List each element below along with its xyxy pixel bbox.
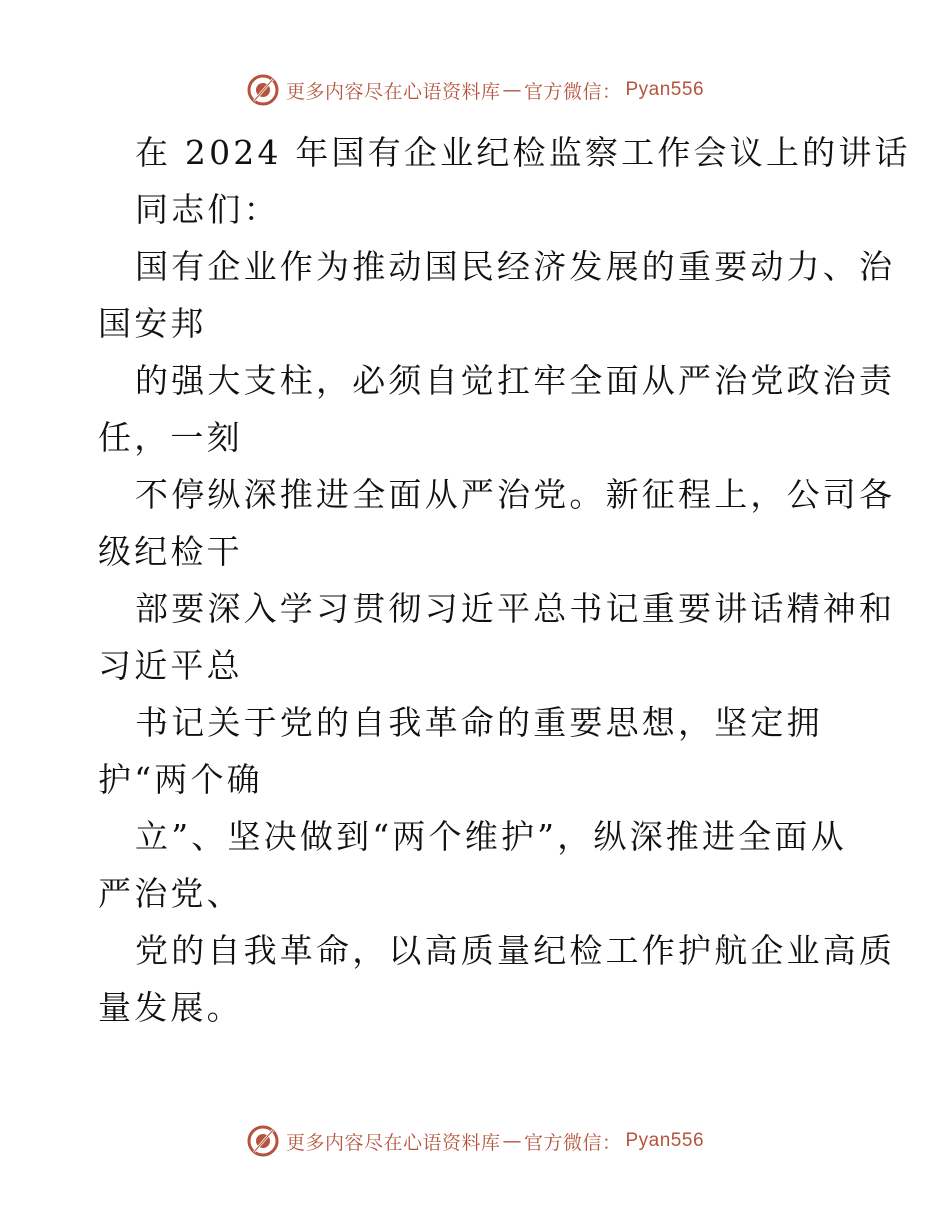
paragraph-line: 护“两个确 bbox=[98, 760, 263, 799]
banner-wechat-id: Pyan556 bbox=[625, 79, 705, 100]
paragraph-line: 国有企业作为推动国民经济发展的重要动力、治 bbox=[135, 247, 896, 286]
salutation: 同志们： bbox=[135, 190, 280, 229]
banner-wechat-label: 官方微信： bbox=[523, 80, 622, 103]
paragraph-line: 书记关于党的自我革命的重要思想，坚定拥 bbox=[135, 703, 823, 742]
paragraph-line: 国安邦 bbox=[98, 304, 207, 343]
paragraph-line: 级纪检干 bbox=[98, 532, 243, 571]
paragraph-line: 习近平总 bbox=[98, 646, 243, 685]
banner-wechat-id: Pyan556 bbox=[625, 1130, 705, 1151]
paragraph-line: 立”、坚决做到“两个维护”，纵深推进全面从 bbox=[135, 817, 847, 856]
header-banner bbox=[0, 70, 950, 110]
paragraph-line: 党的自我革命，以高质量纪检工作护航企业高质 bbox=[135, 931, 896, 970]
paragraph-line: 任，一刻 bbox=[98, 418, 243, 457]
paragraph-line: 不停纵深推进全面从严治党。新征程上，公司各 bbox=[135, 475, 896, 514]
paragraph-line: 严治党、 bbox=[98, 874, 243, 913]
footer-banner bbox=[0, 1121, 950, 1161]
quill-logo-icon bbox=[246, 1124, 280, 1158]
document-title: 在 2024 年国有企业纪检监察工作会议上的讲话 bbox=[135, 133, 911, 172]
paragraph-line: 部要深入学习贯彻习近平总书记重要讲话精神和 bbox=[135, 589, 896, 628]
banner-wechat-label: 官方微信： bbox=[523, 1131, 622, 1154]
banner-dash: — bbox=[502, 79, 522, 101]
paragraph-line: 的强大支柱，必须自觉扛牢全面从严治党政治责 bbox=[135, 361, 896, 400]
banner-main-text: 更多内容尽在心语资料库 bbox=[285, 80, 501, 103]
banner-dash: — bbox=[502, 1130, 522, 1152]
paragraph-line: 量发展。 bbox=[98, 988, 243, 1027]
document-body bbox=[98, 124, 911, 1036]
banner-main-text: 更多内容尽在心语资料库 bbox=[285, 1131, 501, 1154]
quill-logo-icon bbox=[246, 73, 280, 107]
